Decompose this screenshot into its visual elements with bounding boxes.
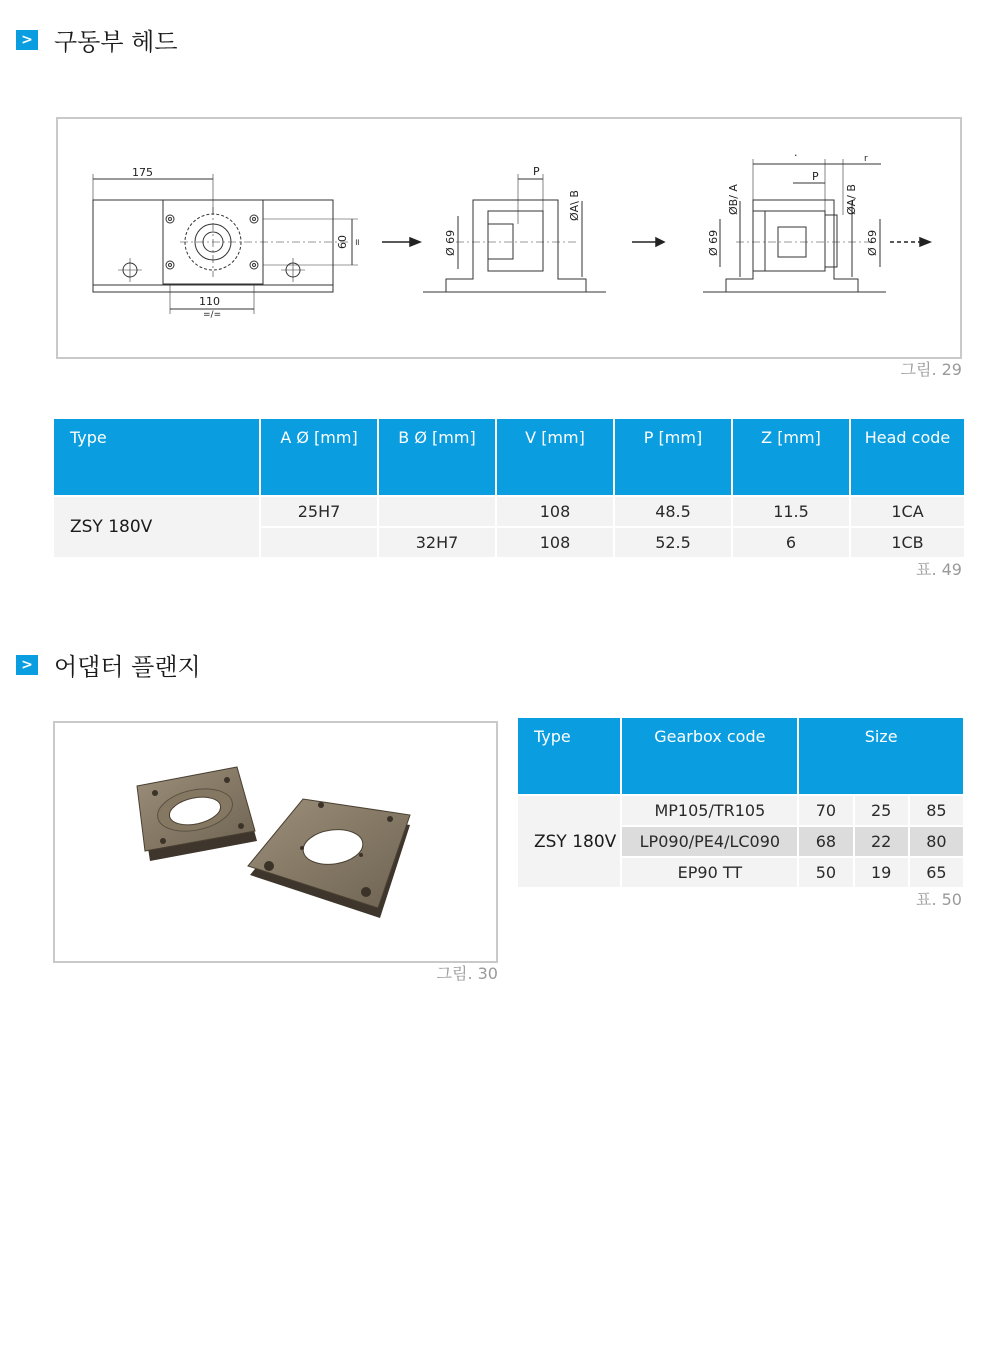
cell-p: 48.5 [615, 495, 731, 526]
th-v: V [mm] [497, 419, 613, 495]
cell-a: 25H7 [261, 495, 377, 526]
section-title: 어댑터 플랜지 [54, 653, 201, 681]
cell-gearbox-code: EP90 TT [622, 856, 797, 887]
cell-head-code: 1CB [851, 526, 964, 557]
dim-d69-label-3: Ø 69 [866, 229, 879, 256]
th-b-diameter: B Ø [mm] [379, 419, 495, 495]
table-row [54, 495, 964, 526]
th-size: Size [799, 718, 963, 794]
dim-60-label: 60 [336, 235, 349, 249]
cell-b [379, 495, 495, 526]
th-type: Type [518, 718, 620, 794]
th-z: Z [mm] [733, 419, 849, 495]
cell-a [261, 526, 377, 557]
type-cell: ZSY 180V [518, 794, 620, 887]
dim-d69-label-2: Ø 69 [707, 229, 720, 256]
dim-p-label-2: P [812, 170, 819, 183]
dim-110-label: 110 [199, 295, 220, 308]
section-heading-drive-head [16, 22, 178, 57]
figure-adapter-flange-photo [53, 721, 498, 963]
cell-size-2: 25 [855, 794, 908, 825]
table-row [518, 794, 963, 825]
chevron-right-icon: > [16, 30, 38, 50]
cell-size-1: 50 [799, 856, 852, 887]
figure-30-caption: 그림. 30 [436, 964, 498, 983]
th-head-code: Head code [851, 419, 964, 495]
cell-v: 108 [497, 526, 613, 557]
th-gearbox-code: Gearbox code [622, 718, 797, 794]
cell-size-2: 22 [855, 825, 908, 856]
chevron-right-icon: > [16, 655, 38, 675]
dim-tick-label: · [794, 149, 798, 162]
cell-size-3: 85 [910, 794, 963, 825]
cell-b: 32H7 [379, 526, 495, 557]
dim-tick-label-2: r [864, 154, 868, 164]
th-a-diameter: A Ø [mm] [261, 419, 377, 495]
type-cell: ZSY 180V [54, 495, 259, 557]
dim-equal-label-vertical: = [353, 238, 363, 246]
cell-head-code: 1CA [851, 495, 964, 526]
section-heading-adapter-flange [16, 647, 201, 682]
figure-drive-head-drawing [56, 117, 962, 359]
dim-ob-label: ØB/ A [727, 184, 740, 215]
adapter-flange-illustration [55, 723, 496, 961]
dim-oab-label: ØA\ B [568, 190, 581, 221]
table-drive-head [52, 419, 966, 557]
dim-p-label: P [533, 165, 540, 178]
cell-z: 6 [733, 526, 849, 557]
cell-gearbox-code: MP105/TR105 [622, 794, 797, 825]
cell-size-3: 65 [910, 856, 963, 887]
cell-p: 52.5 [615, 526, 731, 557]
cell-size-2: 19 [855, 856, 908, 887]
cell-v: 108 [497, 495, 613, 526]
dim-equal-label: =/= [203, 310, 222, 320]
cell-gearbox-code: LP090/PE4/LC090 [622, 825, 797, 856]
cell-size-3: 80 [910, 825, 963, 856]
technical-drawing [58, 119, 960, 357]
table-50-caption: 표. 50 [916, 890, 962, 909]
cell-size-1: 70 [799, 794, 852, 825]
table-49-caption: 표. 49 [916, 560, 962, 579]
section-title: 구동부 헤드 [54, 28, 178, 56]
dim-oab-label-2: ØA/ B [845, 184, 858, 215]
th-type: Type [54, 419, 259, 495]
table-adapter-flange [516, 718, 965, 887]
dim-d69-label: Ø 69 [444, 229, 457, 256]
figure-29-caption: 그림. 29 [900, 360, 962, 379]
cell-z: 11.5 [733, 495, 849, 526]
th-p: P [mm] [615, 419, 731, 495]
dim-175-label: 175 [132, 166, 153, 179]
cell-size-1: 68 [799, 825, 852, 856]
